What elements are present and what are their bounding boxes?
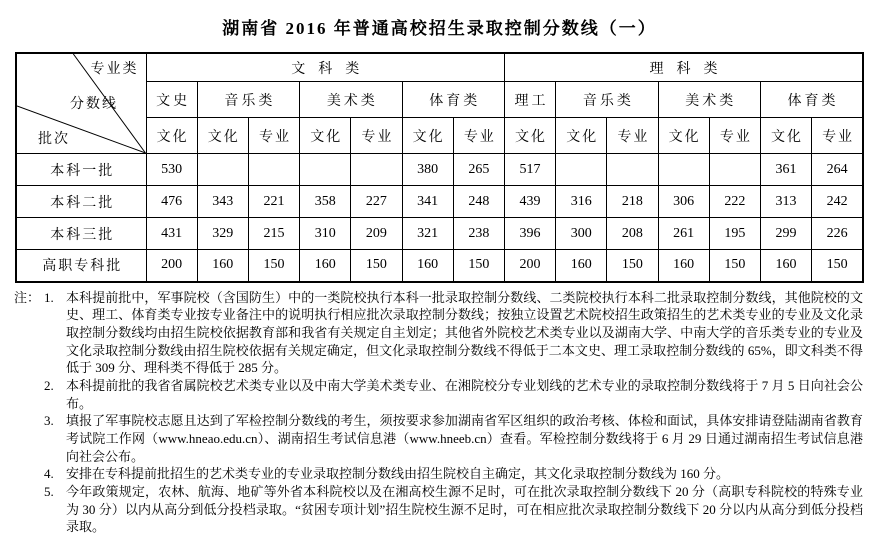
score-cell-r1-c3: 358 [300,186,351,218]
note-item-4 [14,465,863,483]
corner-label-major-category: 专业类 [90,62,139,77]
score-cell-r2-c3: 310 [300,218,351,250]
score-cell-r3-c3: 160 [300,250,351,282]
corner-label-score-line: 分数线 [70,97,118,112]
score-cell-r3-c2: 150 [248,250,299,282]
page-title: 湖南省 2016 年普通高校招生录取控制分数线（一） [222,19,657,38]
score-cell-r2-c0: 431 [146,218,197,250]
subhead-6: 美术类 [658,82,760,118]
score-cell-r2-c5: 321 [402,218,453,250]
score-cell-r1-c12: 313 [760,186,811,218]
column-header-3: 文化 [300,118,351,154]
subhead-3: 体育类 [402,82,504,118]
column-header-8: 文化 [556,118,607,154]
score-cell-r0-c11 [709,154,760,186]
column-header-7: 文化 [504,118,555,154]
column-header-2: 专业 [248,118,299,154]
corner-label-batch: 批次 [38,132,70,147]
score-cell-r0-c4 [351,154,402,186]
score-cell-r1-c5: 341 [402,186,453,218]
score-cell-r1-c4: 227 [351,186,402,218]
score-cell-r2-c2: 215 [248,218,299,250]
score-cell-r1-c0: 476 [146,186,197,218]
score-cell-r3-c12: 160 [760,250,811,282]
score-cell-r0-c2 [248,154,299,186]
score-cell-r3-c4: 150 [351,250,402,282]
note-number: 5. [44,483,54,499]
score-cell-r2-c12: 299 [760,218,811,250]
score-cell-r3-c10: 160 [658,250,709,282]
column-header-9: 专业 [607,118,658,154]
column-header-6: 专业 [453,118,504,154]
score-cell-r2-c13: 226 [812,218,863,250]
note-number: 4. [44,466,54,482]
subhead-1: 音乐类 [197,82,299,118]
score-cell-r1-c8: 316 [556,186,607,218]
score-cell-r2-c1: 329 [197,218,248,250]
score-cell-r0-c9 [607,154,658,186]
note-item-3 [14,412,863,465]
note-text: 本科提前批中，军事院校（含国防生）中的一类院校执行本科一批录取控制分数线、二类院校执行本科二批录取控制分数线，其他院校的文史、理工、体育类专业按专业备注中的说明执行相应批次录取控制分数线；按独立设置艺术院校招生政策招生的艺术类专业的专业及文化录取控制分数线均由招生院校依据教育部和我省有关规定自主划定；其他省外院校艺术类专业以及湖南大学、中南大学的音乐类专业的专业及文化录取控制分数线由招生院校依据有关规定确定，但文化录取控制分数线不得低于二本文史、理工录取控制分数线的 65%，即文科类不得低于 309 分、理科类不得低于 285 分。 [66,289,863,376]
score-cell-r1-c13: 242 [812,186,863,218]
group-header-science: 理科类 [504,53,863,82]
note-number: 2. [44,377,54,393]
score-cell-r1-c11: 222 [709,186,760,218]
score-cell-r3-c6: 150 [453,250,504,282]
table-row [16,186,863,218]
column-header-4: 专业 [351,118,402,154]
row-label-0: 本科一批 [16,154,146,186]
group-header-liberal-arts: 文科类 [146,53,504,82]
note-item-2 [14,377,863,412]
subhead-0: 文史 [146,82,197,118]
score-cell-r0-c6: 265 [453,154,504,186]
table-row [16,154,863,186]
score-cell-r3-c13: 150 [812,250,863,282]
subhead-7: 体育类 [760,82,863,118]
score-cell-r0-c13: 264 [812,154,863,186]
score-cell-r2-c11: 195 [709,218,760,250]
score-cell-r2-c4: 209 [351,218,402,250]
score-cell-r1-c9: 218 [607,186,658,218]
score-cell-r0-c1 [197,154,248,186]
score-cell-r0-c7: 517 [504,154,555,186]
column-header-10: 文化 [658,118,709,154]
score-cell-r1-c6: 248 [453,186,504,218]
column-header-12: 文化 [760,118,811,154]
note-text: 本科提前批的我省省属院校艺术类专业以及中南大学美术类专业、在湘院校分专业划线的艺术专业的录取控制分数线将于 7 月 5 日向社会公布。 [66,377,863,411]
subhead-2: 美术类 [300,82,402,118]
corner-header-cell [16,53,146,154]
score-cell-r0-c8 [556,154,607,186]
score-cell-r0-c5: 380 [402,154,453,186]
score-cell-r0-c3 [300,154,351,186]
note-number: 3. [44,413,54,429]
score-cell-r3-c11: 150 [709,250,760,282]
row-label-2: 本科三批 [16,218,146,250]
row-label-1: 本科二批 [16,186,146,218]
score-cell-r3-c7: 200 [504,250,555,282]
score-cell-r2-c6: 238 [453,218,504,250]
column-header-11: 专业 [709,118,760,154]
column-header-13: 专业 [812,118,863,154]
score-cell-r2-c7: 396 [504,218,555,250]
score-cell-r0-c12: 361 [760,154,811,186]
note-prefix: 注： [14,289,41,305]
note-text: 填报了军事院校志愿且达到了军检控制分数线的考生，须按要求参加湖南省军区组织的政治考核、体检和面试，具体安排请登陆湖南省教育考试院工作网（www.hneao.edu.cn）、湖南招生考试信息港（www.hneeb.cn）查看。军检控制分数线将于 6 月 29 日通过湖南招生考试信息港向社会公布。 [66,413,863,464]
subhead-5: 音乐类 [556,82,658,118]
score-cell-r3-c0: 200 [146,250,197,282]
table-row [16,218,863,250]
column-header-5: 文化 [402,118,453,154]
notes-section [14,289,863,536]
score-cell-r2-c10: 261 [658,218,709,250]
note-item-5 [14,483,863,536]
score-cell-r3-c9: 150 [607,250,658,282]
score-cell-r3-c1: 160 [197,250,248,282]
score-cell-r1-c1: 343 [197,186,248,218]
table-row [16,250,863,282]
score-cell-r3-c8: 160 [556,250,607,282]
score-cell-r1-c7: 439 [504,186,555,218]
score-line-table [15,52,864,283]
score-cell-r3-c5: 160 [402,250,453,282]
subhead-4: 理工 [504,82,555,118]
score-cell-r0-c10 [658,154,709,186]
note-item-1 [14,289,863,377]
note-text: 安排在专科提前批招生的艺术类专业的专业录取控制分数线由招生院校自主确定，其文化录取控制分数线为 160 分。 [66,466,730,482]
note-text: 今年政策规定，农林、航海、地矿等外省本科院校以及在湘高校生源不足时，可在批次录取控制分数线下 20 分（高职专科院校的特殊专业为 30 分）以内从高分到低分投档录取。“贫困专项计划”招生院校生源不足时，可在相应批次录取控制分数线下 20 分以内从高分到低分投档录取。 [66,483,863,535]
score-cell-r2-c8: 300 [556,218,607,250]
column-header-1: 文化 [197,118,248,154]
score-cell-r0-c0: 530 [146,154,197,186]
note-number: 1. [44,289,54,305]
score-cell-r1-c2: 221 [248,186,299,218]
score-cell-r2-c9: 208 [607,218,658,250]
row-label-3: 高职专科批 [16,250,146,282]
column-header-0: 文化 [146,118,197,154]
score-cell-r1-c10: 306 [658,186,709,218]
